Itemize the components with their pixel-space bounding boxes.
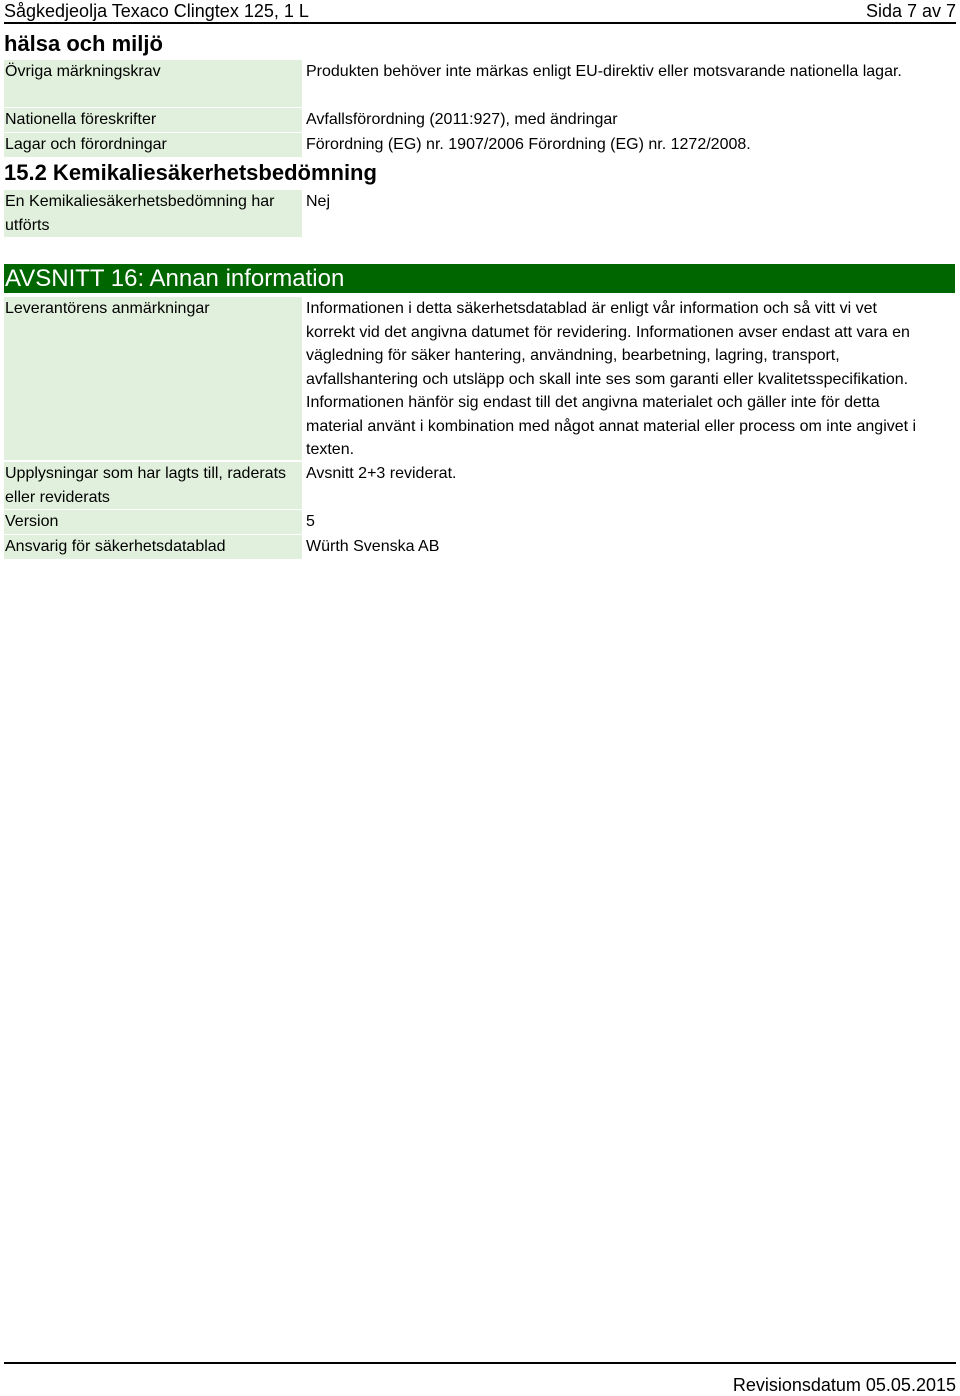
- row-value: 5: [306, 513, 315, 530]
- row-label: Nationella föreskrifter: [4, 108, 302, 132]
- revision-info-row: [4, 462, 944, 509]
- row-value: Avsnitt 2+3 reviderat.: [306, 465, 457, 482]
- page-footer: [4, 1362, 956, 1395]
- row-value: Informationen i detta säkerhetsdatablad är enligt vår information och så vitt vi vet korrekt vid det angivna datumet för revidering. Informationen avser endast att vara en vägledning för säker hantering, användning, bearbetning, lagring, transport, avfallshantering och utsläpp och skall inte ses som garanti eller kvalitetsspecifikation. Informationen hänför sig endast till det angivna materialet och gäller inte för detta material använt i kombination med något annat material eller process om inte angivet i texten.: [306, 300, 917, 458]
- page-number: Sida 7 av 7: [865, 1, 956, 21]
- responsible-row: [4, 535, 944, 559]
- row-value: Würth Svenska AB: [306, 538, 440, 555]
- row-label: Ansvarig för säkerhetsdatablad: [4, 535, 302, 559]
- continued-section-heading: hälsa och miljö: [4, 31, 163, 56]
- regulatory-row-laws: [4, 133, 944, 157]
- row-label: En Kemikaliesäkerhetsbedömning har utförts: [4, 190, 302, 237]
- revision-date: Revisionsdatum 05.05.2015: [732, 1375, 956, 1395]
- row-value: Förordning (EG) nr. 1907/2006 Förordning (EG) nr. 1272/2008.: [306, 136, 751, 153]
- chemical-safety-assessment-row: [4, 190, 944, 237]
- row-label: Upplysningar som har lagts till, raderats eller reviderats: [4, 462, 302, 509]
- row-value: Avfallsförordning (2011:927), med ändringar: [306, 111, 618, 128]
- row-label: Version: [4, 510, 302, 534]
- row-value: Nej: [306, 193, 331, 210]
- row-value: Produkten behöver inte märkas enligt EU-direktiv eller motsvarande nationella lagar.: [306, 63, 902, 80]
- regulatory-row-other-labelling: [4, 60, 944, 107]
- row-label: Leverantörens anmärkningar: [4, 297, 302, 460]
- section-16-heading: AVSNITT 16: Annan information: [4, 264, 955, 293]
- regulatory-row-national: [4, 108, 944, 132]
- version-row: [4, 510, 944, 534]
- supplier-remarks-row: [4, 297, 944, 460]
- subsection-15-2-heading: 15.2 Kemikaliesäkerhetsbedömning: [4, 160, 377, 185]
- row-label: Övriga märkningskrav: [4, 60, 302, 107]
- page-header: [4, 0, 956, 24]
- row-label: Lagar och förordningar: [4, 133, 302, 157]
- product-title: Sågkedjeolja Texaco Clingtex 125, 1 L: [4, 1, 309, 21]
